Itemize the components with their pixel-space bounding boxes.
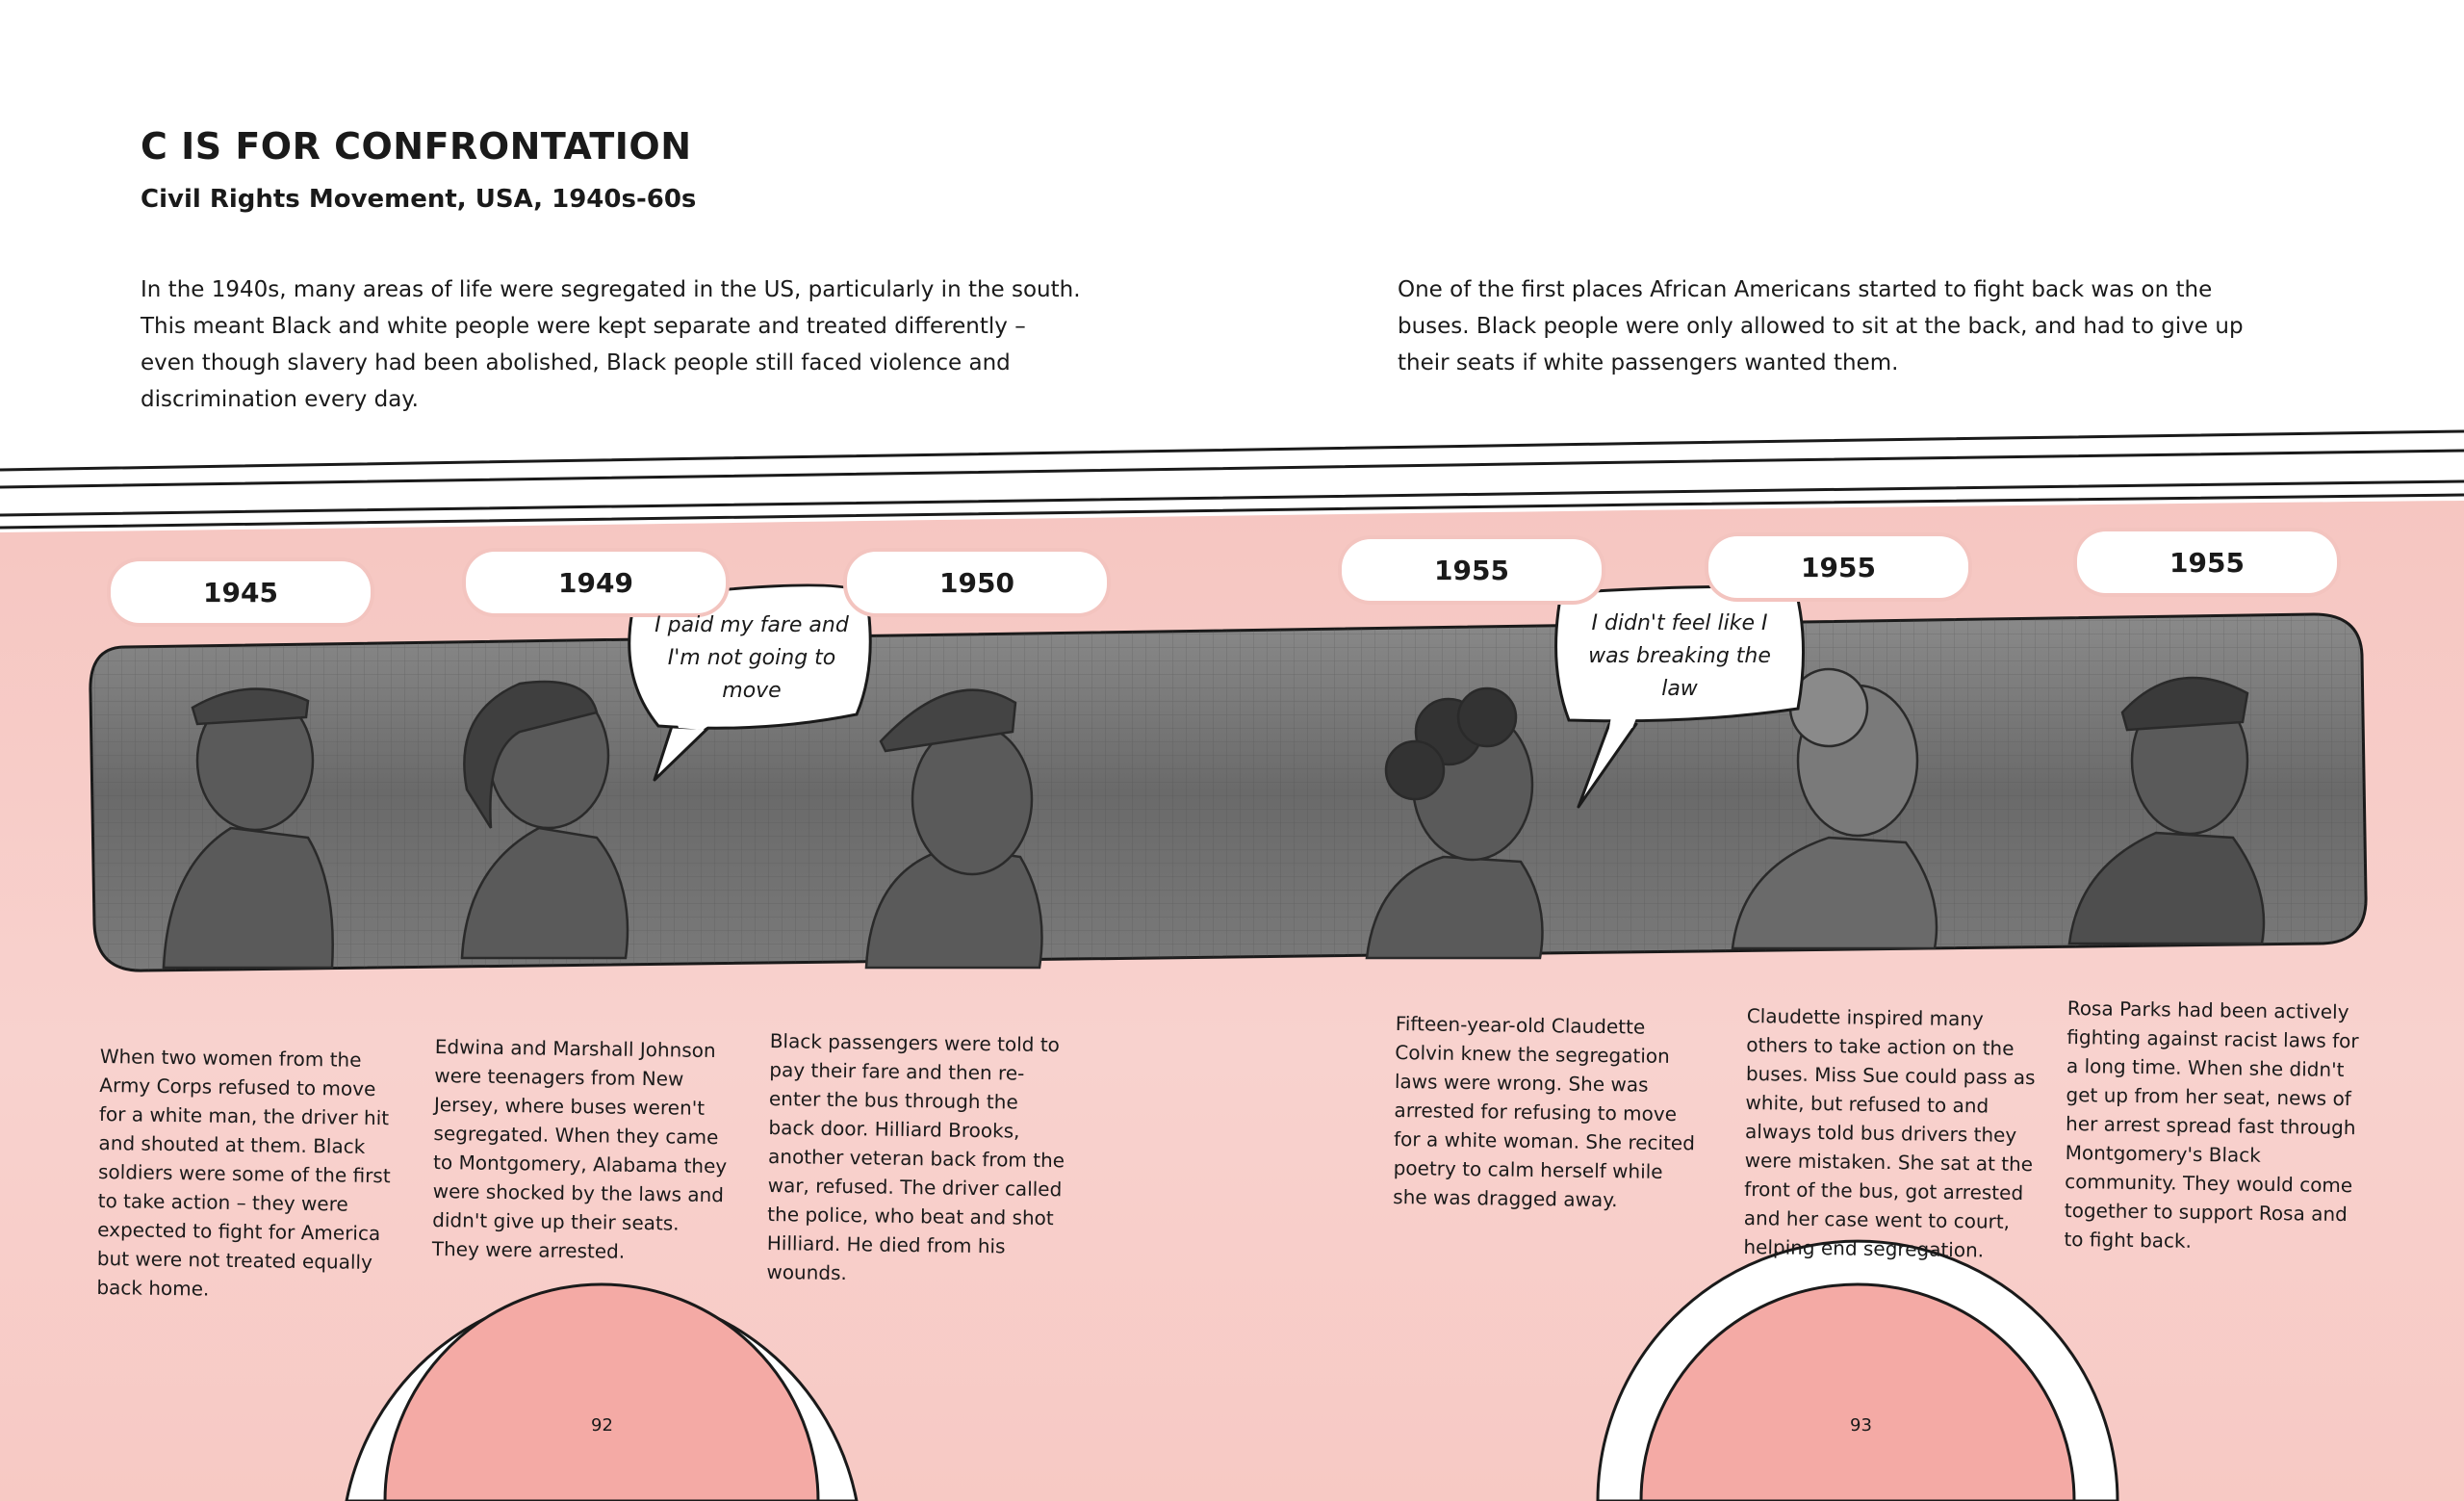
year-pill-1955-a: 1955: [1342, 539, 1602, 601]
intro-paragraph-right: One of the first places African Americans started to fight back was on the buses. Black people were only allowed to sit at the back, and had to give up their seats if white passengers wanted them.: [1398, 277, 2244, 375]
year-pill-1949: 1949: [466, 552, 726, 613]
bus-window: [90, 614, 2366, 970]
year-pill-1955-b: 1955: [1708, 536, 1968, 598]
page-number-right: 93: [1850, 1415, 1872, 1436]
page-title: C IS FOR CONFRONTATION: [141, 125, 692, 168]
caption-1955-miss-sue: Claudette inspired many others to take action on the buses. Miss Sue could pass as white, but refused to and always told bus drivers they were mistaken. She sat at the front of the bus, got arrested and her case went to court, helping end segregation.: [1743, 1003, 2036, 1262]
year-pill-1950: 1950: [847, 552, 1107, 613]
intro-paragraph-left: In the 1940s, many areas of life were segregated in the US, particularly in the south. This meant Black and white people were kept separate and treated differently – even though slavery had been abolished, Black people still faced violence and discrimination every day.: [141, 277, 1081, 412]
year-pill-1945: 1945: [111, 561, 371, 623]
page-number-left: 92: [591, 1415, 613, 1436]
year-pill-1955-c: 1955: [2077, 531, 2337, 593]
caption-1955-claudette: Fifteen-year-old Claudette Colvin knew the segregation laws were wrong. She was arrested for refusing to move for a white woman. She recited poetry to calm herself while she was dragged away.: [1393, 1011, 1696, 1212]
caption-1945: When two women from the Army Corps refused to move for a white man, the driver hit and shouted at them. Black soldiers were some of the first to take action – they were expected to fight for America but were not treated equally back home.: [96, 1044, 391, 1301]
caption-1950: Black passengers were told to pay their fare and then re-enter the bus through the back door. Hilliard Brooks, another veteran back from the war, refused. The driver called the police, who beat and shot Hilliard. He died from his wounds.: [766, 1028, 1065, 1285]
speech-bubble-1949: I paid my fare and I'm not going to move: [654, 613, 849, 703]
speech-bubble-1955: I didn't feel like I was breaking the law: [1588, 611, 1771, 701]
caption-1949: Edwina and Marshall Johnson were teenagers from New Jersey, where buses weren't segregated. When they came to Montgomery, Alabama they were shocked by the laws and didn't give up their seats. They were arrested.: [431, 1034, 728, 1263]
caption-1955-rosa: Rosa Parks had been actively fighting against racist laws for a long time. When she didn't get up from her seat, news of her arrest spread fast through Montgomery's Black community. They would come together to support Rosa and to fight back.: [2064, 996, 2359, 1253]
page-subtitle: Civil Rights Movement, USA, 1940s-60s: [141, 185, 697, 214]
